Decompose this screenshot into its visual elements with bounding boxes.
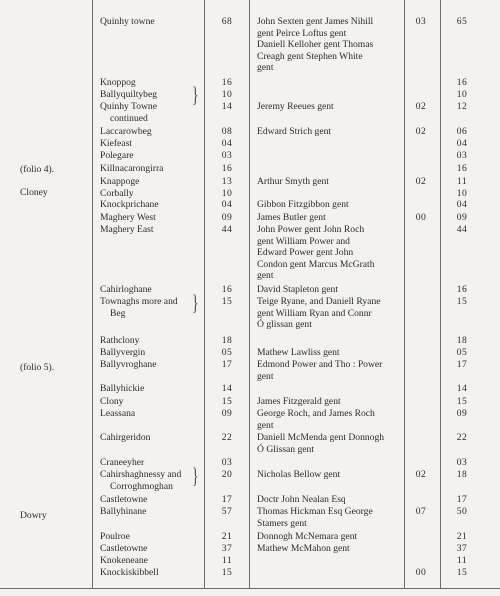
deduction-value: 00 <box>415 567 427 578</box>
column-rule <box>92 0 93 588</box>
proprietor-line: Ó Glissan gent <box>257 443 315 455</box>
acres-value: 20 <box>221 469 233 480</box>
deduction-value: 02 <box>415 176 427 187</box>
proprietor-line: Mathew McMahon gent <box>257 543 350 554</box>
proprietor-line: Teige Ryane, and Daniell Ryane <box>257 296 381 307</box>
place-name: Craneeyher <box>100 457 145 468</box>
proprietor-line: John Sexten gent James Nihill <box>257 16 374 27</box>
place-name: Knokeneane <box>100 555 148 566</box>
net-value: 18 <box>456 469 468 480</box>
proprietor-line: gent William Power and <box>257 235 350 247</box>
proprietor-entry <box>257 506 403 529</box>
proprietor-line: Jeremy Reeues gent <box>257 101 334 112</box>
acres-value: 08 <box>221 126 233 137</box>
proprietor-entry <box>257 199 403 211</box>
margin-note: Cloney <box>20 187 48 198</box>
proprietor-line: Creagh gent Stephen White <box>257 50 363 62</box>
place-name: Knoppog <box>100 77 136 88</box>
net-value: 22 <box>456 432 468 443</box>
place-name: Cahirloghane <box>100 284 152 295</box>
net-value: 11 <box>456 176 468 187</box>
proprietor-line: gent <box>257 270 274 281</box>
acres-value: 14 <box>221 101 233 112</box>
margin-note: (folio 4). <box>20 164 55 175</box>
proprietor-line: Mathew Lawliss gent <box>257 347 340 358</box>
acres-value: 68 <box>221 16 233 27</box>
acres-value: 44 <box>221 224 233 235</box>
proprietor-line: Arthur Smyth gent <box>257 176 329 187</box>
place-name: Townaghs more and <box>100 296 178 307</box>
proprietor-entry <box>257 126 403 138</box>
proprietor-line: gent Peirce Loftus gent <box>257 27 347 39</box>
place-name: Cahirshaghnessy and <box>100 469 182 480</box>
place-name: Maghery West <box>100 212 156 223</box>
place-name: Cahirgeridon <box>100 432 151 443</box>
net-value: 16 <box>456 163 468 174</box>
proprietor-entry <box>257 408 403 431</box>
place-name: Ballyhinane <box>100 506 147 517</box>
brace-glyph: } <box>192 463 199 488</box>
net-value: 15 <box>456 296 468 307</box>
proprietor-line: John Power gent John Roch <box>257 224 365 235</box>
margin-note: (folio 5). <box>20 362 55 373</box>
place-name: Clony <box>100 396 124 407</box>
proprietor-line: Gibbon Fitzgibbon gent <box>257 199 349 210</box>
place-name: Killnacarongirra <box>100 163 164 174</box>
place-name: Poulroe <box>100 531 130 542</box>
proprietor-line: Stamers gent <box>257 517 307 529</box>
net-value: 12 <box>456 101 468 112</box>
net-value: 17 <box>456 494 468 505</box>
proprietor-entry <box>257 347 403 359</box>
proprietor-entry <box>257 432 403 455</box>
acres-value: 13 <box>221 176 233 187</box>
column-rule <box>404 0 405 588</box>
proprietor-line: Edward Strich gent <box>257 126 332 137</box>
proprietor-entry <box>257 531 403 543</box>
brace-glyph: } <box>192 290 199 315</box>
net-value: 09 <box>456 212 468 223</box>
deduction-value: 03 <box>415 16 427 27</box>
margin-note: Dowry <box>20 510 47 521</box>
net-value: 03 <box>456 150 468 161</box>
acres-value: 10 <box>221 89 233 100</box>
place-name: Kiefeast <box>100 138 132 149</box>
acres-value: 16 <box>221 284 233 295</box>
place-name: Ballyquiltybeg <box>100 89 158 100</box>
acres-value: 22 <box>221 432 233 443</box>
place-name: Corbally <box>100 188 134 199</box>
proprietor-entry <box>257 296 403 331</box>
proprietor-line: Edmond Power and Tho : Power <box>257 359 383 370</box>
net-value: 16 <box>456 284 468 295</box>
acres-value: 11 <box>221 555 233 566</box>
deduction-value: 02 <box>415 101 427 112</box>
place-name: Castletowne <box>100 543 148 554</box>
net-value: 65 <box>456 16 468 27</box>
proprietor-line: gent <box>257 370 274 382</box>
place-name: Quinhy towne <box>100 16 155 27</box>
net-value: 15 <box>456 396 468 407</box>
place-name: Castletowne <box>100 494 148 505</box>
deduction-value: 02 <box>415 126 427 137</box>
net-value: 09 <box>456 408 468 419</box>
net-value: 14 <box>456 383 468 394</box>
proprietor-entry <box>257 494 403 506</box>
proprietor-line: gent William Ryan and Connr <box>257 307 372 319</box>
place-name: Maghery East <box>100 224 154 235</box>
place-name: Ballyhickie <box>100 383 145 394</box>
proprietor-entry <box>257 284 403 296</box>
acres-value: 03 <box>221 457 233 468</box>
net-value: 37 <box>456 543 468 554</box>
net-value: 44 <box>456 224 468 235</box>
proprietor-entry <box>257 16 403 74</box>
acres-value: 15 <box>221 296 233 307</box>
proprietor-line: George Roch, and James Roch <box>257 408 375 419</box>
net-value: 10 <box>456 188 468 199</box>
acres-value: 16 <box>221 163 233 174</box>
acres-value: 16 <box>221 77 233 88</box>
proprietor-line: Donnogh McNemara gent <box>257 531 358 542</box>
bottom-rule <box>0 588 500 589</box>
proprietor-line: gent <box>257 62 274 73</box>
proprietor-entry <box>257 212 403 224</box>
net-value: 18 <box>456 335 468 346</box>
proprietor-line: Ó glissan gent <box>257 319 312 330</box>
acres-value: 10 <box>221 188 233 199</box>
place-name-continued: continued <box>110 113 148 124</box>
acres-value: 18 <box>221 335 233 346</box>
proprietor-line: James Butler gent <box>257 212 326 223</box>
proprietor-line: gent <box>257 419 274 431</box>
acres-value: 04 <box>221 199 233 210</box>
column-rule <box>204 0 205 588</box>
acres-value: 57 <box>221 506 233 517</box>
proprietor-entry <box>257 469 403 481</box>
deduction-value: 02 <box>415 469 427 480</box>
proprietor-entry <box>257 396 403 408</box>
net-value: 10 <box>456 89 468 100</box>
place-name: Ballyvergin <box>100 347 146 358</box>
place-name: Laccarowbeg <box>100 126 152 137</box>
acres-value: 04 <box>221 138 233 149</box>
acres-value: 21 <box>221 531 233 542</box>
place-name: Ballyvroghane <box>100 359 157 370</box>
column-rule <box>249 0 250 588</box>
proprietor-entry <box>257 224 403 282</box>
net-value: 04 <box>456 199 468 210</box>
proprietor-line: Nicholas Bellow gent <box>257 469 341 480</box>
acres-value: 09 <box>221 408 233 419</box>
acres-value: 09 <box>221 212 233 223</box>
net-value: 04 <box>456 138 468 149</box>
net-value: 15 <box>456 567 468 578</box>
deduction-value: 07 <box>415 506 427 517</box>
net-value: 16 <box>456 77 468 88</box>
place-name: Quinhy Towne <box>100 101 157 112</box>
net-value: 17 <box>456 359 468 370</box>
proprietor-line: Thomas Hickman Esq George <box>257 506 373 517</box>
proprietor-line: David Stapleton gent <box>257 284 338 295</box>
proprietor-line: Edward Power gent John <box>257 247 354 258</box>
proprietor-line: James Fitzgerald gent <box>257 396 341 407</box>
acres-value: 03 <box>221 150 233 161</box>
net-value: 11 <box>456 555 468 566</box>
acres-value: 15 <box>221 396 233 407</box>
net-value: 50 <box>456 506 468 517</box>
place-name: Knappoge <box>100 176 140 187</box>
proprietor-line: Daniell McMenda gent Donnogh <box>257 432 385 443</box>
proprietor-entry <box>257 543 403 555</box>
brace-glyph: } <box>192 82 199 107</box>
place-name: Knockiskibbell <box>100 567 159 578</box>
column-rule <box>440 0 441 588</box>
proprietor-line: Condon gent Marcus McGrath <box>257 258 375 270</box>
place-name: Rathclony <box>100 335 140 346</box>
place-name-continued: Beg <box>110 308 126 319</box>
proprietor-entry <box>257 359 403 382</box>
net-value: 03 <box>456 457 468 468</box>
net-value: 06 <box>456 126 468 137</box>
acres-value: 05 <box>221 347 233 358</box>
place-name: Polegare <box>100 150 134 161</box>
proprietor-line: Doctr John Nealan Esq <box>257 494 346 505</box>
place-name: Knockprichane <box>100 199 159 210</box>
proprietor-entry <box>257 101 403 113</box>
proprietor-line: Daniell Kelloher gent Thomas <box>257 39 374 50</box>
net-value: 05 <box>456 347 468 358</box>
place-name: Leassana <box>100 408 136 419</box>
proprietor-entry <box>257 176 403 188</box>
acres-value: 14 <box>221 383 233 394</box>
acres-value: 17 <box>221 494 233 505</box>
place-name-continued: Corroghmoghan <box>110 481 173 492</box>
net-value: 21 <box>456 531 468 542</box>
acres-value: 15 <box>221 567 233 578</box>
deduction-value: 00 <box>415 212 427 223</box>
acres-value: 37 <box>221 543 233 554</box>
acres-value: 17 <box>221 359 233 370</box>
